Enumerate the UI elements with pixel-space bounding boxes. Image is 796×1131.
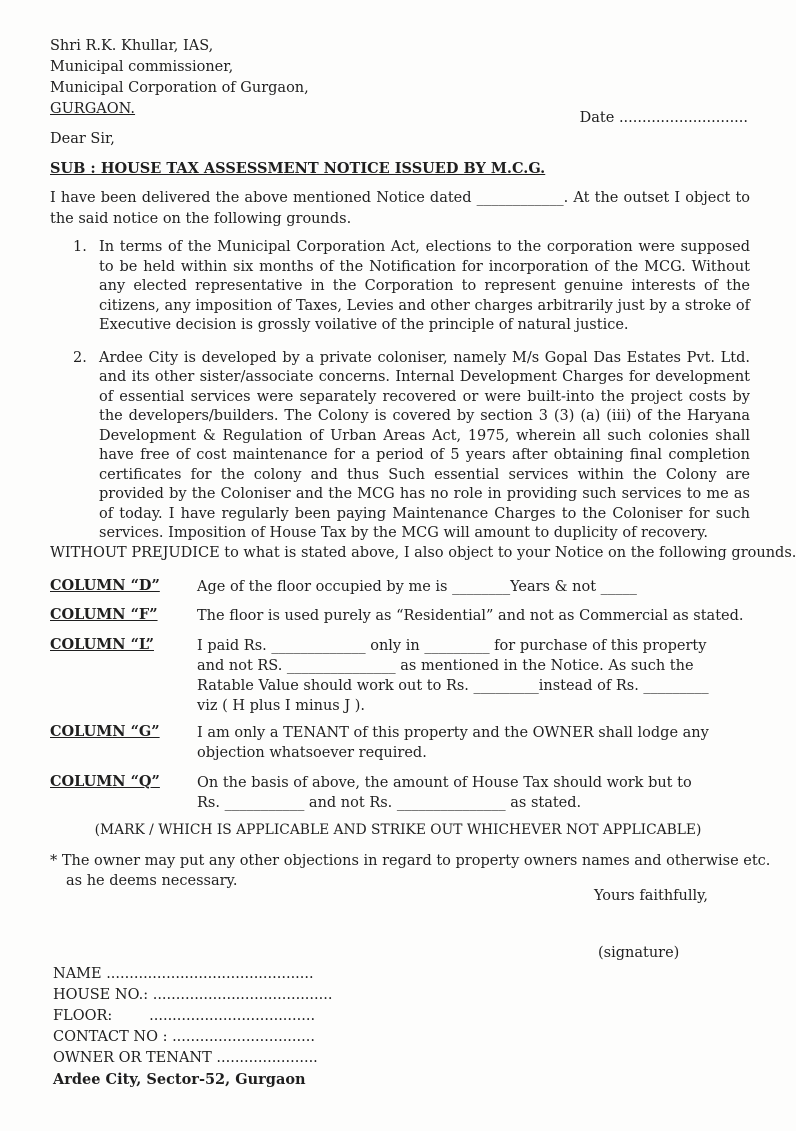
owner-tenant-field: OWNER OR TENANT ......................	[53, 1050, 318, 1066]
column-l-text	[197, 636, 757, 716]
contact-field: CONTACT NO : ...............................	[53, 1029, 315, 1045]
column-d-text	[197, 577, 757, 597]
column-line: Rs. ___________ and not Rs. _______________ as stated.	[197, 795, 582, 811]
signature-placeholder: (signature)	[598, 945, 680, 961]
grounds-list	[73, 238, 750, 544]
salutation: Dear Sir,	[50, 131, 115, 147]
ground-number: 2.	[73, 349, 87, 366]
subject-line: SUB : HOUSE TAX ASSESSMENT NOTICE ISSUED BY M.C.G.	[50, 160, 546, 177]
column-line: On the basis of above, the amount of House Tax should work but to	[197, 775, 692, 791]
column-q-text	[197, 773, 757, 813]
sender-address: Ardee City, Sector-52, Gurgaon	[53, 1071, 306, 1088]
owner-note-line: as he deems necessary.	[66, 873, 238, 889]
column-line: Ratable Value should work out to Rs. _________instead of Rs. _________	[197, 678, 709, 694]
owner-note-line: * The owner may put any other objections in regard to property owners names and otherwise etc.	[50, 853, 771, 869]
ground-text: In terms of the Municipal Corporation Act, elections to the corporation were supposed to be held within six months of the Notification for incorporation of the MCG. Without any elected representative in the Corporation to represent genuine interests of the citizens, any imposition of Taxes, Levies and other charges arbitrarily just by a stroke of Executive decision is grossly voilative of the principle of natural justice.	[99, 239, 750, 333]
column-q-label: COLUMN “Q”	[50, 773, 160, 790]
column-line: and not RS. _______________ as mentioned in the Notice. As such the	[197, 658, 694, 674]
closing: Yours faithfully,	[594, 888, 709, 904]
recipient-city: GURGAON.	[50, 101, 136, 117]
ground-item	[73, 238, 750, 336]
intro-paragraph: I have been delivered the above mentioned Notice dated ____________. At the outset I object to the said notice on the following grounds.	[50, 190, 750, 227]
column-line: Age of the floor occupied by me is ________Years & not _____	[197, 579, 637, 595]
recipient-name: Shri R.K. Khullar, IAS,	[50, 38, 214, 54]
column-line: objection whatsoever required.	[197, 745, 427, 761]
house-number-field: HOUSE NO.: .......................................	[53, 987, 333, 1003]
recipient-title: Municipal commissioner,	[50, 59, 234, 75]
ground-text: Ardee City is developed by a private coloniser, namely M/s Gopal Das Estates Pvt. Ltd. and its other sister/associate concerns. Internal Development Charges for development of essential services were separately recovered or were built-into the project costs by the developers/builders. The Colony is covered by section 3 (3) (a) (iii) of the Haryana Development & Regulation of Urban Areas Act, 1975, wherein all such colonies shall have free of cost maintenance for a period of 5 years after obtaining final completion certificates for the colony and thus Such essential services within the Colony are provided by the Coloniser and the MCG has no role in providing such services to me as of today. I have regularly been paying Maintenance Charges to the Coloniser for such services. Imposition of House Tax by the MCG will amount to duplicity of recovery.	[99, 349, 750, 541]
ground-item	[73, 349, 750, 544]
column-line: I paid Rs. _____________ only in _________ for purchase of this property	[197, 638, 707, 654]
column-line: The floor is used purely as “Residential” and not as Commercial as stated.	[197, 608, 744, 624]
column-d-label: COLUMN “D”	[50, 577, 160, 594]
date-field: Date ............................	[579, 110, 748, 126]
recipient-address	[50, 36, 309, 120]
recipient-office: Municipal Corporation of Gurgaon,	[50, 80, 309, 96]
without-prejudice-line: WITHOUT PREJUDICE to what is stated above, I also object to your Notice on the following grounds.	[50, 545, 796, 561]
column-g-label: COLUMN “G”	[50, 723, 160, 740]
owner-note	[50, 851, 770, 891]
column-line: I am only a TENANT of this property and the OWNER shall lodge any	[197, 725, 709, 741]
sender-details	[53, 964, 332, 1090]
mark-instruction: (MARK / WHICH IS APPLICABLE AND STRIKE OUT WHICHEVER NOT APPLICABLE)	[94, 822, 702, 838]
column-f-text	[197, 606, 757, 626]
ground-number: 1.	[73, 239, 87, 255]
column-f-label: COLUMN “F”	[50, 606, 158, 623]
column-g-text	[197, 723, 757, 763]
name-field: NAME .............................................	[53, 966, 314, 982]
column-line: viz ( H plus I minus J ).	[197, 698, 366, 714]
floor-field: FLOOR: ....................................	[53, 1008, 316, 1024]
column-l-label: COLUMN “L”	[50, 636, 154, 653]
